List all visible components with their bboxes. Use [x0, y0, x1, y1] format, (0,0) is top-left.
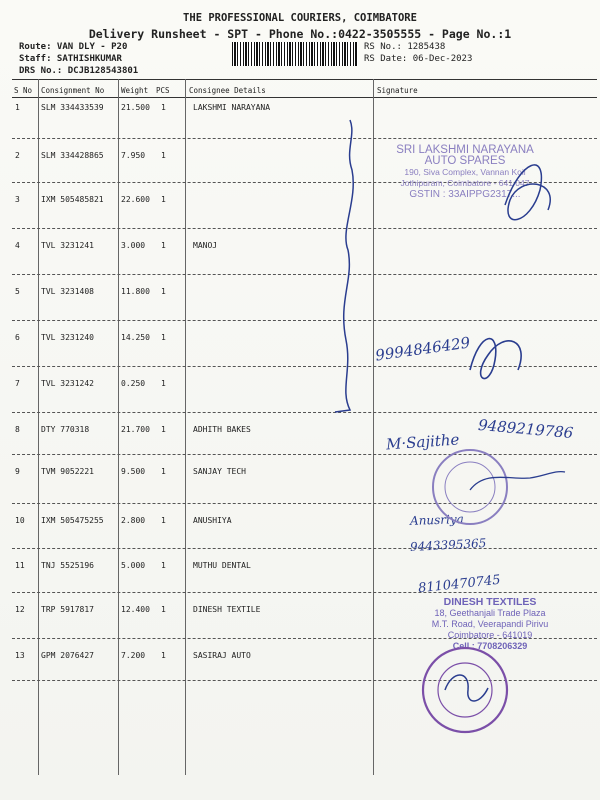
- col-consignee-header: Consignee Details: [189, 86, 266, 95]
- row-weight: 9.500: [121, 467, 146, 476]
- row-pcs: 1: [161, 287, 166, 296]
- row-sno: 12: [15, 605, 25, 614]
- row-pcs: 1: [161, 651, 166, 660]
- row-consignment: TVL 3231242: [41, 379, 94, 388]
- drs-number: DRS No.: DCJB128543801: [19, 66, 139, 76]
- row-weight: 11.800: [121, 287, 150, 296]
- row-consignee: SASIRAJ AUTO: [193, 651, 251, 660]
- stamp-line: SRI LAKSHMI NARAYANA: [396, 144, 534, 156]
- row-sno: 7: [15, 379, 20, 388]
- row-pcs: 1: [161, 195, 166, 204]
- row-pcs: 1: [161, 379, 166, 388]
- bracket-pen-mark: [335, 120, 353, 412]
- row-consignee: ANUSHIYA: [193, 516, 232, 525]
- row-consignee: MANOJ: [193, 241, 218, 250]
- staff-label: Staff: SATHISHKUMAR: [19, 54, 122, 64]
- row-weight: 21.700: [121, 425, 150, 434]
- row-consignment: TRP 5917817: [41, 605, 94, 614]
- sanjay-tech-round-stamp: [433, 450, 507, 524]
- row-consignment: TNJ 5525196: [41, 561, 94, 570]
- rs-date: RS Date: 06-Dec-2023: [364, 54, 473, 64]
- row-sno: 5: [15, 287, 20, 296]
- col-weight-header: Weight: [121, 86, 149, 95]
- row-pcs: 1: [161, 241, 166, 250]
- col-signature-header: Signature: [377, 86, 418, 95]
- stamp-line: Coimbatore - 641019: [447, 630, 533, 640]
- row-weight: 12.400: [121, 605, 150, 614]
- stamp-line: 18, Geethanjali Trade Plaza: [434, 608, 546, 618]
- stamp-line: M.T. Road, Veerapandi Pirivu: [431, 619, 549, 629]
- col-sno-header: S No: [14, 86, 33, 95]
- route-label: Route: VAN DLY - P20: [19, 42, 128, 52]
- col-consignment-header: Consignment No: [41, 86, 105, 95]
- row-weight: 5.000: [121, 561, 146, 570]
- sasiraj-auto-round-stamp: [423, 648, 507, 732]
- row-consignment: DTY 770318: [41, 425, 90, 434]
- row-weight: 7.200: [121, 651, 146, 660]
- row-consignment: IXM 505475255: [41, 516, 104, 525]
- stamp-line: Jothipuram, Coimbatore - 641 047: [400, 178, 530, 188]
- handwritten-name: M·Sajithe: [385, 430, 460, 454]
- row-sno: 9: [15, 467, 20, 476]
- row-weight: 21.500: [121, 103, 150, 112]
- handwritten-name: Anusriya: [409, 512, 465, 528]
- row-consignment: TVL 3231241: [41, 241, 94, 250]
- row-consignment: TVM 9052221: [41, 467, 94, 476]
- stamp-line: DINESH TEXTILES: [443, 596, 537, 608]
- row-consignment: TVL 3231240: [41, 333, 94, 342]
- stamp-line: GSTIN : 33AIPPG2317...: [409, 189, 521, 200]
- row-pcs: 1: [161, 605, 166, 614]
- row-consignment: SLM 334433539: [41, 103, 104, 112]
- row-consignee: LAKSHMI NARAYANA: [193, 103, 271, 112]
- row-sno: 4: [15, 241, 20, 250]
- row-consignee: MUTHU DENTAL: [193, 561, 251, 570]
- row-sno: 2: [15, 151, 20, 160]
- row-weight: 7.950: [121, 151, 146, 160]
- row-consignee: ADHITH BAKES: [193, 425, 251, 434]
- col-pcs-header: PCS: [156, 86, 170, 95]
- row-sno: 13: [15, 651, 25, 660]
- signature-scribble: [470, 472, 565, 490]
- stamp-line: 190, Siva Complex, Vannan Koil: [404, 167, 526, 177]
- row-consignment: TVL 3231408: [41, 287, 94, 296]
- row-consignee: DINESH TEXTILE: [193, 605, 261, 614]
- handwritten-phone: 9489219786: [477, 415, 575, 443]
- row-consignee: SANJAY TECH: [193, 467, 246, 476]
- signature-scribble: [470, 339, 521, 379]
- signature-scribble: [505, 165, 550, 220]
- row-sno: 6: [15, 333, 20, 342]
- runsheet-subtitle: Delivery Runsheet - SPT - Phone No.:0422-3505555 - Page No.:1: [88, 27, 512, 41]
- row-weight: 2.800: [121, 516, 146, 525]
- row-sno: 3: [15, 195, 20, 204]
- row-pcs: 1: [161, 151, 166, 160]
- row-sno: 10: [15, 516, 25, 525]
- signature-scribble: [445, 675, 488, 701]
- row-pcs: 1: [161, 103, 166, 112]
- row-weight: 22.600: [121, 195, 150, 204]
- row-consignment: SLM 334428865: [41, 151, 104, 160]
- row-weight: 3.000: [121, 241, 146, 250]
- handwritten-phone: 9443395365: [409, 536, 487, 554]
- handwritten-phone: 8110470745: [417, 572, 502, 597]
- stamp-line: AUTO SPARES: [424, 155, 506, 167]
- stamp-line: Cell : 7708206329: [452, 641, 528, 651]
- sasiraj-auto-round-stamp-inner: [438, 663, 492, 717]
- company-title: THE PROFESSIONAL COURIERS, COIMBATORE: [183, 12, 417, 24]
- row-sno: 1: [15, 103, 20, 112]
- row-weight: 14.250: [121, 333, 150, 342]
- row-pcs: 1: [161, 425, 166, 434]
- handwritten-phone: 9994846429: [374, 333, 472, 365]
- rs-number: RS No.: 1285438: [364, 42, 446, 52]
- row-consignment: IXM 505485821: [41, 195, 104, 204]
- row-sno: 8: [15, 425, 20, 434]
- row-weight: 0.250: [121, 379, 146, 388]
- row-pcs: 1: [161, 467, 166, 476]
- row-consignment: GPM 2076427: [41, 651, 94, 660]
- sanjay-tech-round-stamp-inner: [445, 462, 495, 512]
- row-sno: 11: [15, 561, 25, 570]
- row-pcs: 1: [161, 333, 166, 342]
- row-pcs: 1: [161, 561, 166, 570]
- row-pcs: 1: [161, 516, 166, 525]
